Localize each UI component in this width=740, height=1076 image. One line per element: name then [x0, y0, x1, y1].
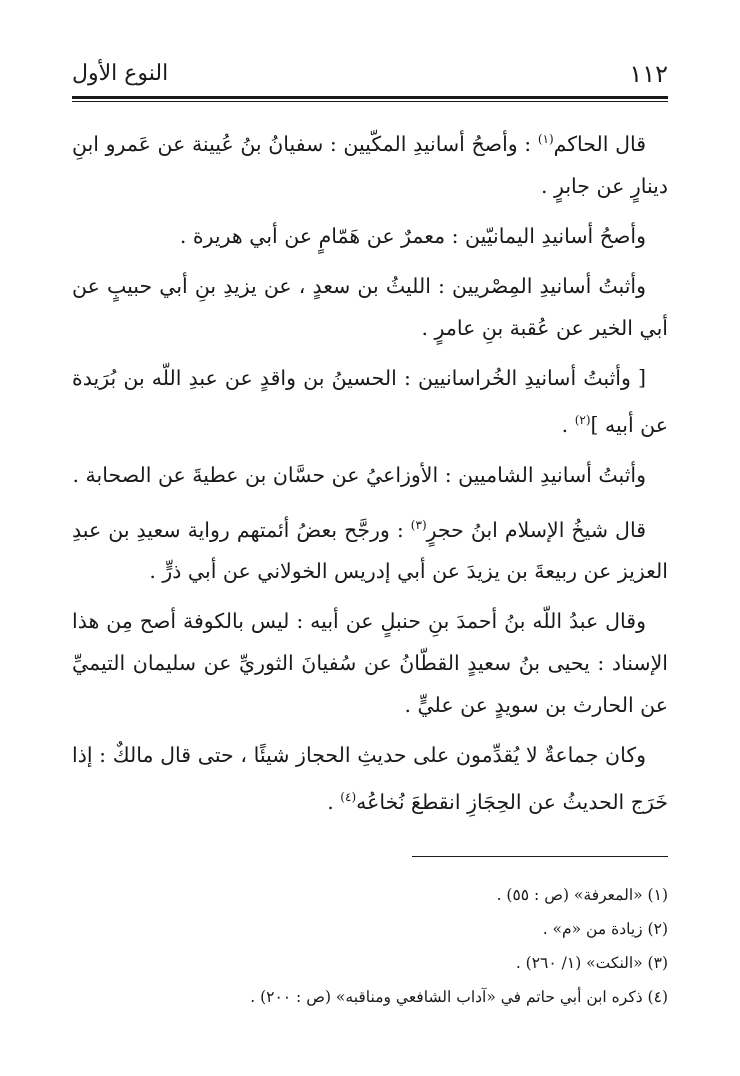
footnote-ref: (٣)	[410, 517, 427, 532]
footnote-ref: (١)	[537, 132, 554, 146]
footnote: (١) «المعرفة» (ص : ٥٥) .	[496, 886, 668, 904]
page-header	[72, 58, 668, 98]
paragraph: قال شيخُ الإسلام ابنُ حجرٍ$^{(٣)}$ : ورجَّح بعضُ أئمتهم رواية سعيدِ بن عبدِ العزيز عن ربيعةَ بن يزيدَ عن أبي إدريس الخولاني عن أبي ذرٍّ .	[72, 517, 668, 584]
footnote-ref: (٤)	[340, 790, 357, 805]
footnote: (٢) زيادة من «م» .	[542, 920, 668, 938]
paragraph: وأثبتُ أسانيدِ الشاميين : الأوزاعيُ عن حسَّان بن عطيةَ عن الصحابة .	[72, 462, 646, 487]
page-number: ١١٢	[629, 60, 668, 88]
header-rule-thin	[72, 101, 668, 102]
paragraph: وأثبتُ أسانيدِ المِصْريين : الليثُ بن سعدٍ ، عن يزيدِ بنِ أبي حبيبٍ عن أبي الخير عن عُقبة بنِ عامرٍ .	[72, 273, 668, 340]
paragraph: وأصحُ أسانيدِ اليمانيّين : معمرٌ عن هَمّامٍ عن أبي هريرة .	[179, 223, 646, 248]
footnote: (٣) «النكت» (١/ ٢٦٠) .	[515, 954, 668, 972]
footnote: (٤) ذكره ابن أبي حاتم في «آداب الشافعي ومناقبه» (ص : ٢٠٠) .	[250, 988, 668, 1006]
footnotes	[72, 878, 668, 1014]
paragraph: قال الحاكم$^{(١)}$ : وأصحُ أسانيدِ المكّيين : سفيانُ بنُ عُيينة عن عَمرو ابنِ دينارٍ عن جابرٍ .	[72, 131, 668, 198]
paragraph: وكان جماعةٌ لا يُقدِّمون على حديثِ الحجاز شيئًا ، حتى قال مالكٌ : إذا خَرَج الحديثُ عن الحِجَازِ انقطعَ نُخاعُه$^{(٤)}$ .	[72, 743, 668, 815]
footnote-ref: (٢)	[574, 412, 591, 427]
footnote-separator	[412, 856, 668, 857]
main-text	[72, 118, 668, 831]
header-rule	[72, 96, 668, 99]
paragraph: [ وأثبتُ أسانيدِ الخُراسانيين : الحسينُ بن واقدٍ عن عبدِ اللّه بن بُرَيدة عن أبيه ]$^{(٢)}$ .	[72, 365, 668, 437]
paragraph: وقال عبدُ اللّه بنُ أحمدَ بنِ حنبلٍ عن أبيه : ليس بالكوفة أصح مِن هذا الإسناد : يحيى بنُ سعيدٍ القطّانُ عن سُفيانَ الثوريِّ عن سليمان التيميِّ عن الحارث بن سويدٍ عن عليٍّ .	[72, 609, 668, 718]
running-title: النوع الأول	[72, 61, 169, 86]
